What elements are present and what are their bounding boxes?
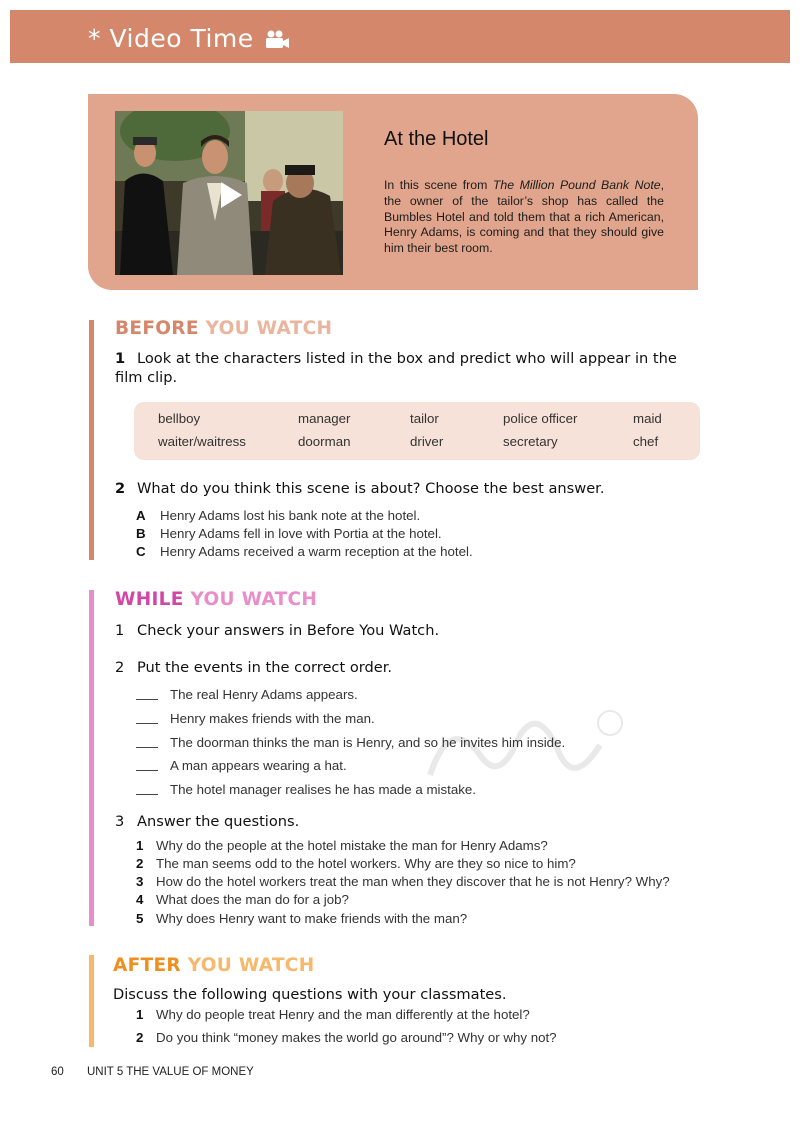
after-instruction: Discuss the following questions with your classmates. [113,986,507,1003]
clip-title: At the Hotel [384,128,489,150]
after-section-bar [89,955,94,1047]
word-item: chef [633,434,659,449]
order-blank[interactable] [136,687,158,700]
question-item: 4 What does the man do for a job? [136,892,349,907]
before-section-bar [89,320,94,560]
unit-label: UNIT 5 THE VALUE OF MONEY [87,1066,254,1078]
video-camera-icon [264,29,290,49]
event-item: Henry makes friends with the man. [136,711,375,726]
event-item: The real Henry Adams appears. [136,687,358,702]
word-item: waiter/waitress [158,434,246,449]
word-item: bellboy [158,411,201,426]
order-blank[interactable] [136,758,158,771]
word-item: police officer [503,411,578,426]
discussion-question: 1 Why do people treat Henry and the man differently at the hotel? [136,1007,530,1022]
while-question-2: 2 Put the events in the correct order. [115,659,393,676]
event-item: The doorman thinks the man is Henry, and so he invites him inside. [136,735,565,750]
while-heading: WHILE YOU WATCH [115,589,318,610]
clip-description: In this scene from The Million Pound Bank Note, the owner of the tailor’s shop has called the Bumbles Hotel and told them that a rich American, Henry Adams, is coming and that they should give him their best room. [384,178,664,256]
after-heading: AFTER YOU WATCH [113,955,315,976]
film-title: The Million Pound Bank Note [492,178,661,192]
while-question-3: 3 Answer the questions. [115,813,300,830]
discussion-question: 2 Do you think “money makes the world go around”? Why or why not? [136,1030,557,1045]
event-item: The hotel manager realises he has made a mistake. [136,782,476,797]
event-item: A man appears wearing a hat. [136,758,347,773]
question-item: 2 The man seems odd to the hotel workers. Why are they so nice to him? [136,856,576,871]
order-blank[interactable] [136,711,158,724]
page-number: 60 [51,1066,64,1078]
word-item: maid [633,411,662,426]
play-icon[interactable] [219,181,243,209]
question-item: 5 Why does Henry want to make friends with the man? [136,911,468,926]
word-item: manager [298,411,351,426]
word-item: tailor [410,411,439,426]
word-item: secretary [503,434,558,449]
answer-option-a[interactable]: A Henry Adams lost his bank note at the hotel. [136,508,421,523]
order-blank[interactable] [136,735,158,748]
before-question-1: 1 Look at the characters listed in the box and predict who will appear in the film clip. [115,350,677,386]
while-section-bar [89,590,94,926]
question-item: 1 Why do the people at the hotel mistake the man for Henry Adams? [136,838,548,853]
answer-option-c[interactable]: C Henry Adams received a warm reception at the hotel. [136,544,473,559]
question-item: 3 How do the hotel workers treat the man when they discover that he is not Henry? Why? [136,874,670,889]
intro-box [88,94,698,290]
word-item: driver [410,434,444,449]
character-word-box [134,402,700,460]
video-time-title: * Video Time [88,24,254,53]
before-question-2: 2 What do you think this scene is about? Choose the best answer. [115,480,605,497]
answer-option-b[interactable]: B Henry Adams fell in love with Portia at the hotel. [136,526,442,541]
while-question-1: 1 Check your answers in Before You Watch. [115,622,440,639]
word-item: doorman [298,434,351,449]
before-heading: BEFORE YOU WATCH [115,318,333,339]
video-thumbnail[interactable] [115,111,343,275]
order-blank[interactable] [136,782,158,795]
section-title [88,24,290,53]
